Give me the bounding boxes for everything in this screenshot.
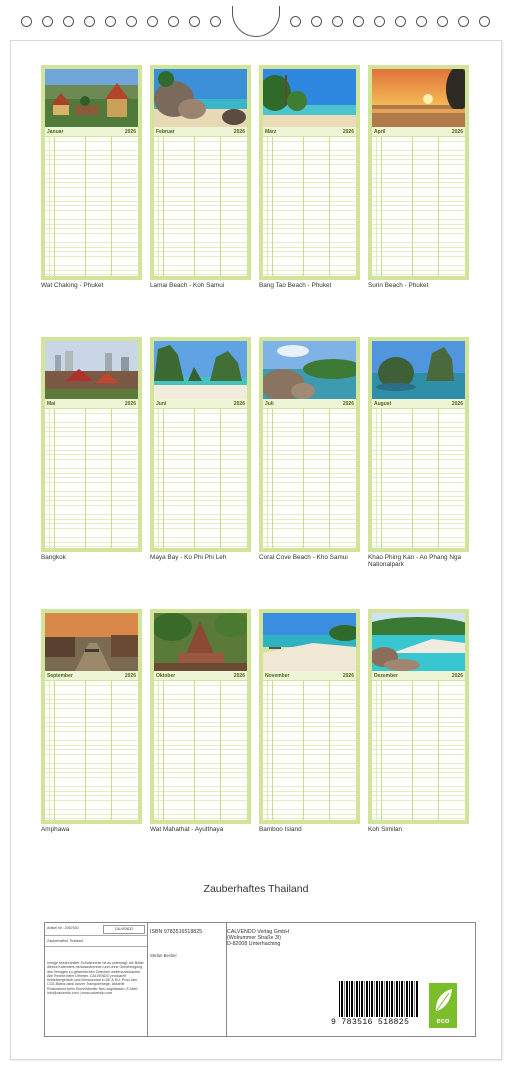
month-header: [45, 671, 138, 680]
binding-hole: [437, 16, 448, 27]
month-photo: [45, 613, 138, 671]
photo-caption: Bangkok: [41, 554, 66, 561]
month-year: 2026: [342, 672, 354, 679]
day-grid: [154, 681, 247, 820]
day-grid: [263, 409, 356, 548]
eco-label: eco: [436, 1016, 450, 1025]
month-year: 2026: [342, 400, 354, 407]
month-year: 2026: [124, 672, 136, 679]
month-header: [154, 127, 247, 136]
photo-caption: Lamai Beach - Koh Samui: [150, 282, 225, 289]
month-photo: [263, 341, 356, 399]
month-year: 2026: [233, 400, 245, 407]
photo-caption: Amphawa: [41, 826, 70, 833]
binding-hole: [311, 16, 322, 27]
day-grid: [45, 409, 138, 548]
article-number: Artikel Nr.: 2067630: [47, 926, 79, 930]
legal-text: Infolge beschränkter Schutzrechte ist es untersagt, die Bilder dieses Kalenders herauszutrennen und ohne Genehmigung des Verlages zu gewerblichen Zwecken weiterzuverkaufen. Alle Rechte beim Urheber. CALVENDO produziert heidelbergerisch und klimaneutral in DE & EU. Prod.Jahr CO2-Bilanz dank kurzer Transportwege. Aktuelle Rücknahme beim Einzelhändler Neu zugelassen. E-Mail: info@calvendo.com | www.calvendo.com: [47, 961, 144, 996]
month-march: [259, 65, 360, 280]
publisher-street: (Wolrummer Straße 3I): [227, 935, 282, 941]
isbn: ISBN 9783516518825: [150, 929, 203, 935]
month-name: Juni: [156, 400, 167, 407]
binding-hole: [126, 16, 137, 27]
photo-caption: Surin Beach - Phuket: [368, 282, 429, 289]
author: Stefan Becker: [150, 953, 177, 958]
month-name: Mai: [47, 400, 56, 407]
month-name: Dezember: [374, 672, 398, 679]
month-name: April: [374, 128, 386, 135]
month-year: 2026: [342, 128, 354, 135]
month-name: März: [265, 128, 277, 135]
month-name: Januar: [47, 128, 64, 135]
photo-caption: Maya Bay - Ko Phi Phi Leh: [150, 554, 227, 561]
month-year: 2026: [233, 128, 245, 135]
photo-caption: Khao Phing Kan - Ao Phang Nga Nationalpark: [368, 554, 462, 568]
month-january: [41, 65, 142, 280]
month-september: [41, 609, 142, 824]
binding-hole: [105, 16, 116, 27]
month-photo: [154, 341, 247, 399]
binding-hole: [395, 16, 406, 27]
day-grid: [263, 137, 356, 276]
month-photo: [372, 69, 465, 127]
photo-caption: Koh Similan: [368, 826, 403, 833]
binding-hole: [374, 16, 385, 27]
month-photo: [372, 341, 465, 399]
eco-badge: [429, 983, 457, 1028]
binding-hole: [189, 16, 200, 27]
day-grid: [154, 409, 247, 548]
photo-caption: Wat Mahathat - Ayutthaya: [150, 826, 224, 833]
month-header: [263, 671, 356, 680]
month-year: 2026: [451, 672, 463, 679]
barcode-bars: [339, 981, 419, 1017]
month-june: [150, 337, 251, 552]
month-february: [150, 65, 251, 280]
day-grid: [154, 137, 247, 276]
month-december: [368, 609, 469, 824]
month-october: [150, 609, 251, 824]
month-april: [368, 65, 469, 280]
month-header: [45, 399, 138, 408]
month-header: [372, 399, 465, 408]
month-photo: [263, 69, 356, 127]
month-name: Juli: [265, 400, 274, 407]
month-photo: [154, 613, 247, 671]
photo-caption: Coral Cove Beach - Kho Samui: [259, 554, 348, 561]
publisher-logo: CALVENDO: [103, 925, 145, 934]
photo-caption: Bamboo Island: [259, 826, 302, 833]
month-header: [154, 671, 247, 680]
day-grid: [372, 409, 465, 548]
binding-hole: [416, 16, 427, 27]
photo-caption: Wat Chalong - Phuket: [41, 282, 104, 289]
binding-hole: [332, 16, 343, 27]
calendar-title: Zauberhaftes Thailand: [203, 883, 309, 895]
binding-hole: [42, 16, 53, 27]
month-year: 2026: [124, 128, 136, 135]
month-year: 2026: [451, 128, 463, 135]
imprint-title: Zauberhaftes Thailand: [47, 939, 83, 943]
publisher-name: CALVENDO Verlag GmbH: [227, 929, 290, 935]
binding-hole: [147, 16, 158, 27]
binding-hole: [479, 16, 490, 27]
day-grid: [263, 681, 356, 820]
month-photo: [45, 69, 138, 127]
binding-hole: [353, 16, 364, 27]
month-name: November: [265, 672, 290, 679]
month-header: [45, 127, 138, 136]
binding-hole: [458, 16, 469, 27]
imprint-box: [44, 922, 476, 1037]
month-year: 2026: [124, 400, 136, 407]
month-year: 2026: [233, 672, 245, 679]
binding-hole: [21, 16, 32, 27]
isbn-barcode: [331, 981, 420, 1027]
title-row: [45, 936, 147, 947]
month-may: [41, 337, 142, 552]
month-header: [372, 671, 465, 680]
month-header: [263, 127, 356, 136]
month-header: [154, 399, 247, 408]
month-name: Oktober: [156, 672, 176, 679]
binding-hole: [63, 16, 74, 27]
hanger-cutout: [232, 6, 280, 37]
month-header: [263, 399, 356, 408]
month-july: [259, 337, 360, 552]
barcode-number: 9 783516 518825: [331, 1018, 410, 1027]
day-grid: [372, 681, 465, 820]
binding-hole: [290, 16, 301, 27]
month-header: [372, 127, 465, 136]
binding-hole: [210, 16, 221, 27]
photo-caption: Bang Tao Beach - Phuket: [259, 282, 332, 289]
month-name: Februar: [156, 128, 175, 135]
month-photo: [263, 613, 356, 671]
publisher-city: D-82008 Unterhaching: [227, 941, 281, 947]
month-august: [368, 337, 469, 552]
day-grid: [45, 681, 138, 820]
imprint-middle: [148, 923, 227, 1036]
month-year: 2026: [451, 400, 463, 407]
month-photo: [372, 613, 465, 671]
day-grid: [372, 137, 465, 276]
imprint-left: [45, 923, 148, 1036]
month-photo: [154, 69, 247, 127]
binding-hole: [84, 16, 95, 27]
article-row: [45, 923, 147, 936]
binding-hole: [168, 16, 179, 27]
month-name: September: [47, 672, 73, 679]
month-photo: [45, 341, 138, 399]
month-november: [259, 609, 360, 824]
day-grid: [45, 137, 138, 276]
month-name: August: [374, 400, 392, 407]
